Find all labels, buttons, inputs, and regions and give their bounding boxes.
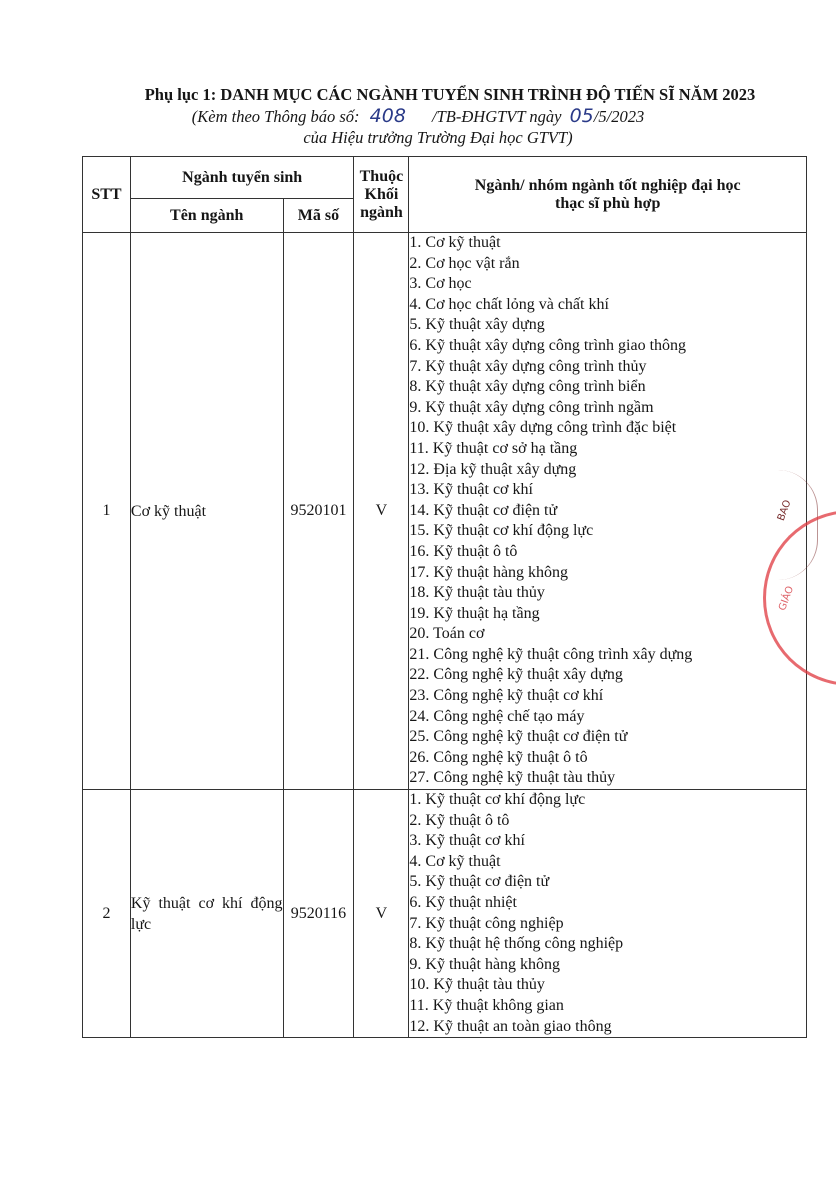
stamp-text-giao: GIÁO xyxy=(777,584,797,613)
notice-day-handwritten: 05 xyxy=(569,105,594,127)
row-major-code: 9520101 xyxy=(283,233,354,790)
matching-item: 11. Kỹ thuật không gian xyxy=(409,996,564,1014)
matching-item: 5. Kỹ thuật xây dựng xyxy=(409,316,545,334)
matching-item: 7. Kỹ thuật xây dựng công trình thủy xyxy=(409,357,647,375)
matching-item: 11. Kỹ thuật cơ sở hạ tầng xyxy=(409,439,578,457)
row-block: V xyxy=(354,790,409,1038)
table-row xyxy=(83,233,807,790)
matching-item: 2. Cơ học vật rắn xyxy=(409,254,520,272)
header-matching: Ngành/ nhóm ngành tốt nghiệp đại học thạc sĩ phù hợp xyxy=(409,157,807,233)
matching-item: 13. Kỹ thuật cơ khí xyxy=(409,481,533,499)
matching-item: 23. Công nghệ kỹ thuật cơ khí xyxy=(409,687,604,705)
header-stt: STT xyxy=(83,157,131,233)
matching-item: 8. Kỹ thuật xây dựng công trình biển xyxy=(409,378,646,396)
row-stt: 2 xyxy=(83,790,131,1038)
matching-item: 19. Kỹ thuật hạ tầng xyxy=(409,604,540,622)
matching-item: 18. Kỹ thuật tàu thủy xyxy=(409,584,545,602)
matching-item: 24. Công nghệ chế tạo máy xyxy=(409,707,585,725)
row-major-name: Cơ kỹ thuật xyxy=(130,233,283,790)
matching-item: 10. Kỹ thuật tàu thủy xyxy=(409,976,545,994)
matching-item: 2. Kỹ thuật ô tô xyxy=(409,811,510,829)
row-major-code: 9520116 xyxy=(283,790,354,1038)
matching-item: 20. Toán cơ xyxy=(409,625,485,643)
matching-item: 5. Kỹ thuật cơ điện tử xyxy=(409,873,550,891)
matching-item: 21. Công nghệ kỹ thuật công trình xây dựng xyxy=(409,645,693,663)
matching-item: 12. Kỹ thuật an toàn giao thông xyxy=(409,1017,612,1035)
matching-item: 1. Cơ kỹ thuật xyxy=(409,234,501,251)
attach-mid: /TB-ĐHGTVT ngày xyxy=(432,107,562,126)
table-row xyxy=(83,790,807,1038)
row-stt: 1 xyxy=(83,233,131,790)
stamp-text-bao: BAO xyxy=(775,498,794,523)
matching-item: 10. Kỹ thuật xây dựng công trình đặc biệt xyxy=(409,419,677,437)
matching-item: 3. Kỹ thuật cơ khí xyxy=(409,832,525,850)
matching-item: 9. Kỹ thuật hàng không xyxy=(409,955,561,973)
matching-item: 25. Công nghệ kỹ thuật cơ điện tử xyxy=(409,728,628,746)
matching-item: 4. Cơ học chất lỏng và chất khí xyxy=(409,295,609,313)
matching-item: 9. Kỹ thuật xây dựng công trình ngầm xyxy=(409,398,654,416)
attach-suffix: /5/2023 xyxy=(593,107,645,126)
notice-number-handwritten: 408 xyxy=(369,105,406,127)
attachment-line xyxy=(0,106,836,127)
matching-item: 26. Công nghệ kỹ thuật ô tô xyxy=(409,748,588,766)
document-header xyxy=(0,84,836,148)
matching-item: 3. Cơ học xyxy=(409,275,472,293)
matching-item: 7. Kỹ thuật công nghiệp xyxy=(409,914,564,932)
matching-item: 27. Công nghệ kỹ thuật tàu thủy xyxy=(409,769,616,787)
matching-item: 1. Kỹ thuật cơ khí động lực xyxy=(409,791,586,809)
matching-item: 17. Kỹ thuật hàng không xyxy=(409,563,569,581)
matching-item: 16. Kỹ thuật ô tô xyxy=(409,542,518,560)
issuer-line: của Hiệu trưởng Trường Đại học GTVT) xyxy=(303,128,573,147)
row-block: V xyxy=(354,233,409,790)
header-major-group: Ngành tuyển sinh xyxy=(130,157,354,199)
matching-item: 4. Cơ kỹ thuật xyxy=(409,852,501,870)
matching-item: 6. Kỹ thuật xây dựng công trình giao thông xyxy=(409,336,687,354)
row-matching-list xyxy=(409,790,807,1038)
matching-item: 14. Kỹ thuật cơ điện tử xyxy=(409,501,558,519)
matching-item: 6. Kỹ thuật nhiệt xyxy=(409,894,517,911)
matching-item: 8. Kỹ thuật hệ thống công nghiệp xyxy=(409,935,624,953)
matching-item: 12. Địa kỹ thuật xây dựng xyxy=(409,460,577,478)
matching-item: 22. Công nghệ kỹ thuật xây dựng xyxy=(409,666,623,684)
document-title: Phụ lục 1: DANH MỤC CÁC NGÀNH TUYỂN SINH TRÌNH ĐỘ TIẾN SĨ NĂM 2023 xyxy=(144,85,756,104)
header-major-name: Tên ngành xyxy=(130,199,283,233)
matching-item: 15. Kỹ thuật cơ khí động lực xyxy=(409,522,594,540)
row-matching-list xyxy=(409,233,807,790)
row-major-name: Kỹ thuật cơ khí động lực xyxy=(130,790,283,1038)
header-block: Thuộc Khối ngành xyxy=(354,157,409,233)
majors-table xyxy=(82,156,807,1038)
attach-prefix: (Kèm theo Thông báo số: xyxy=(191,107,360,126)
header-major-code: Mã số xyxy=(283,199,354,233)
